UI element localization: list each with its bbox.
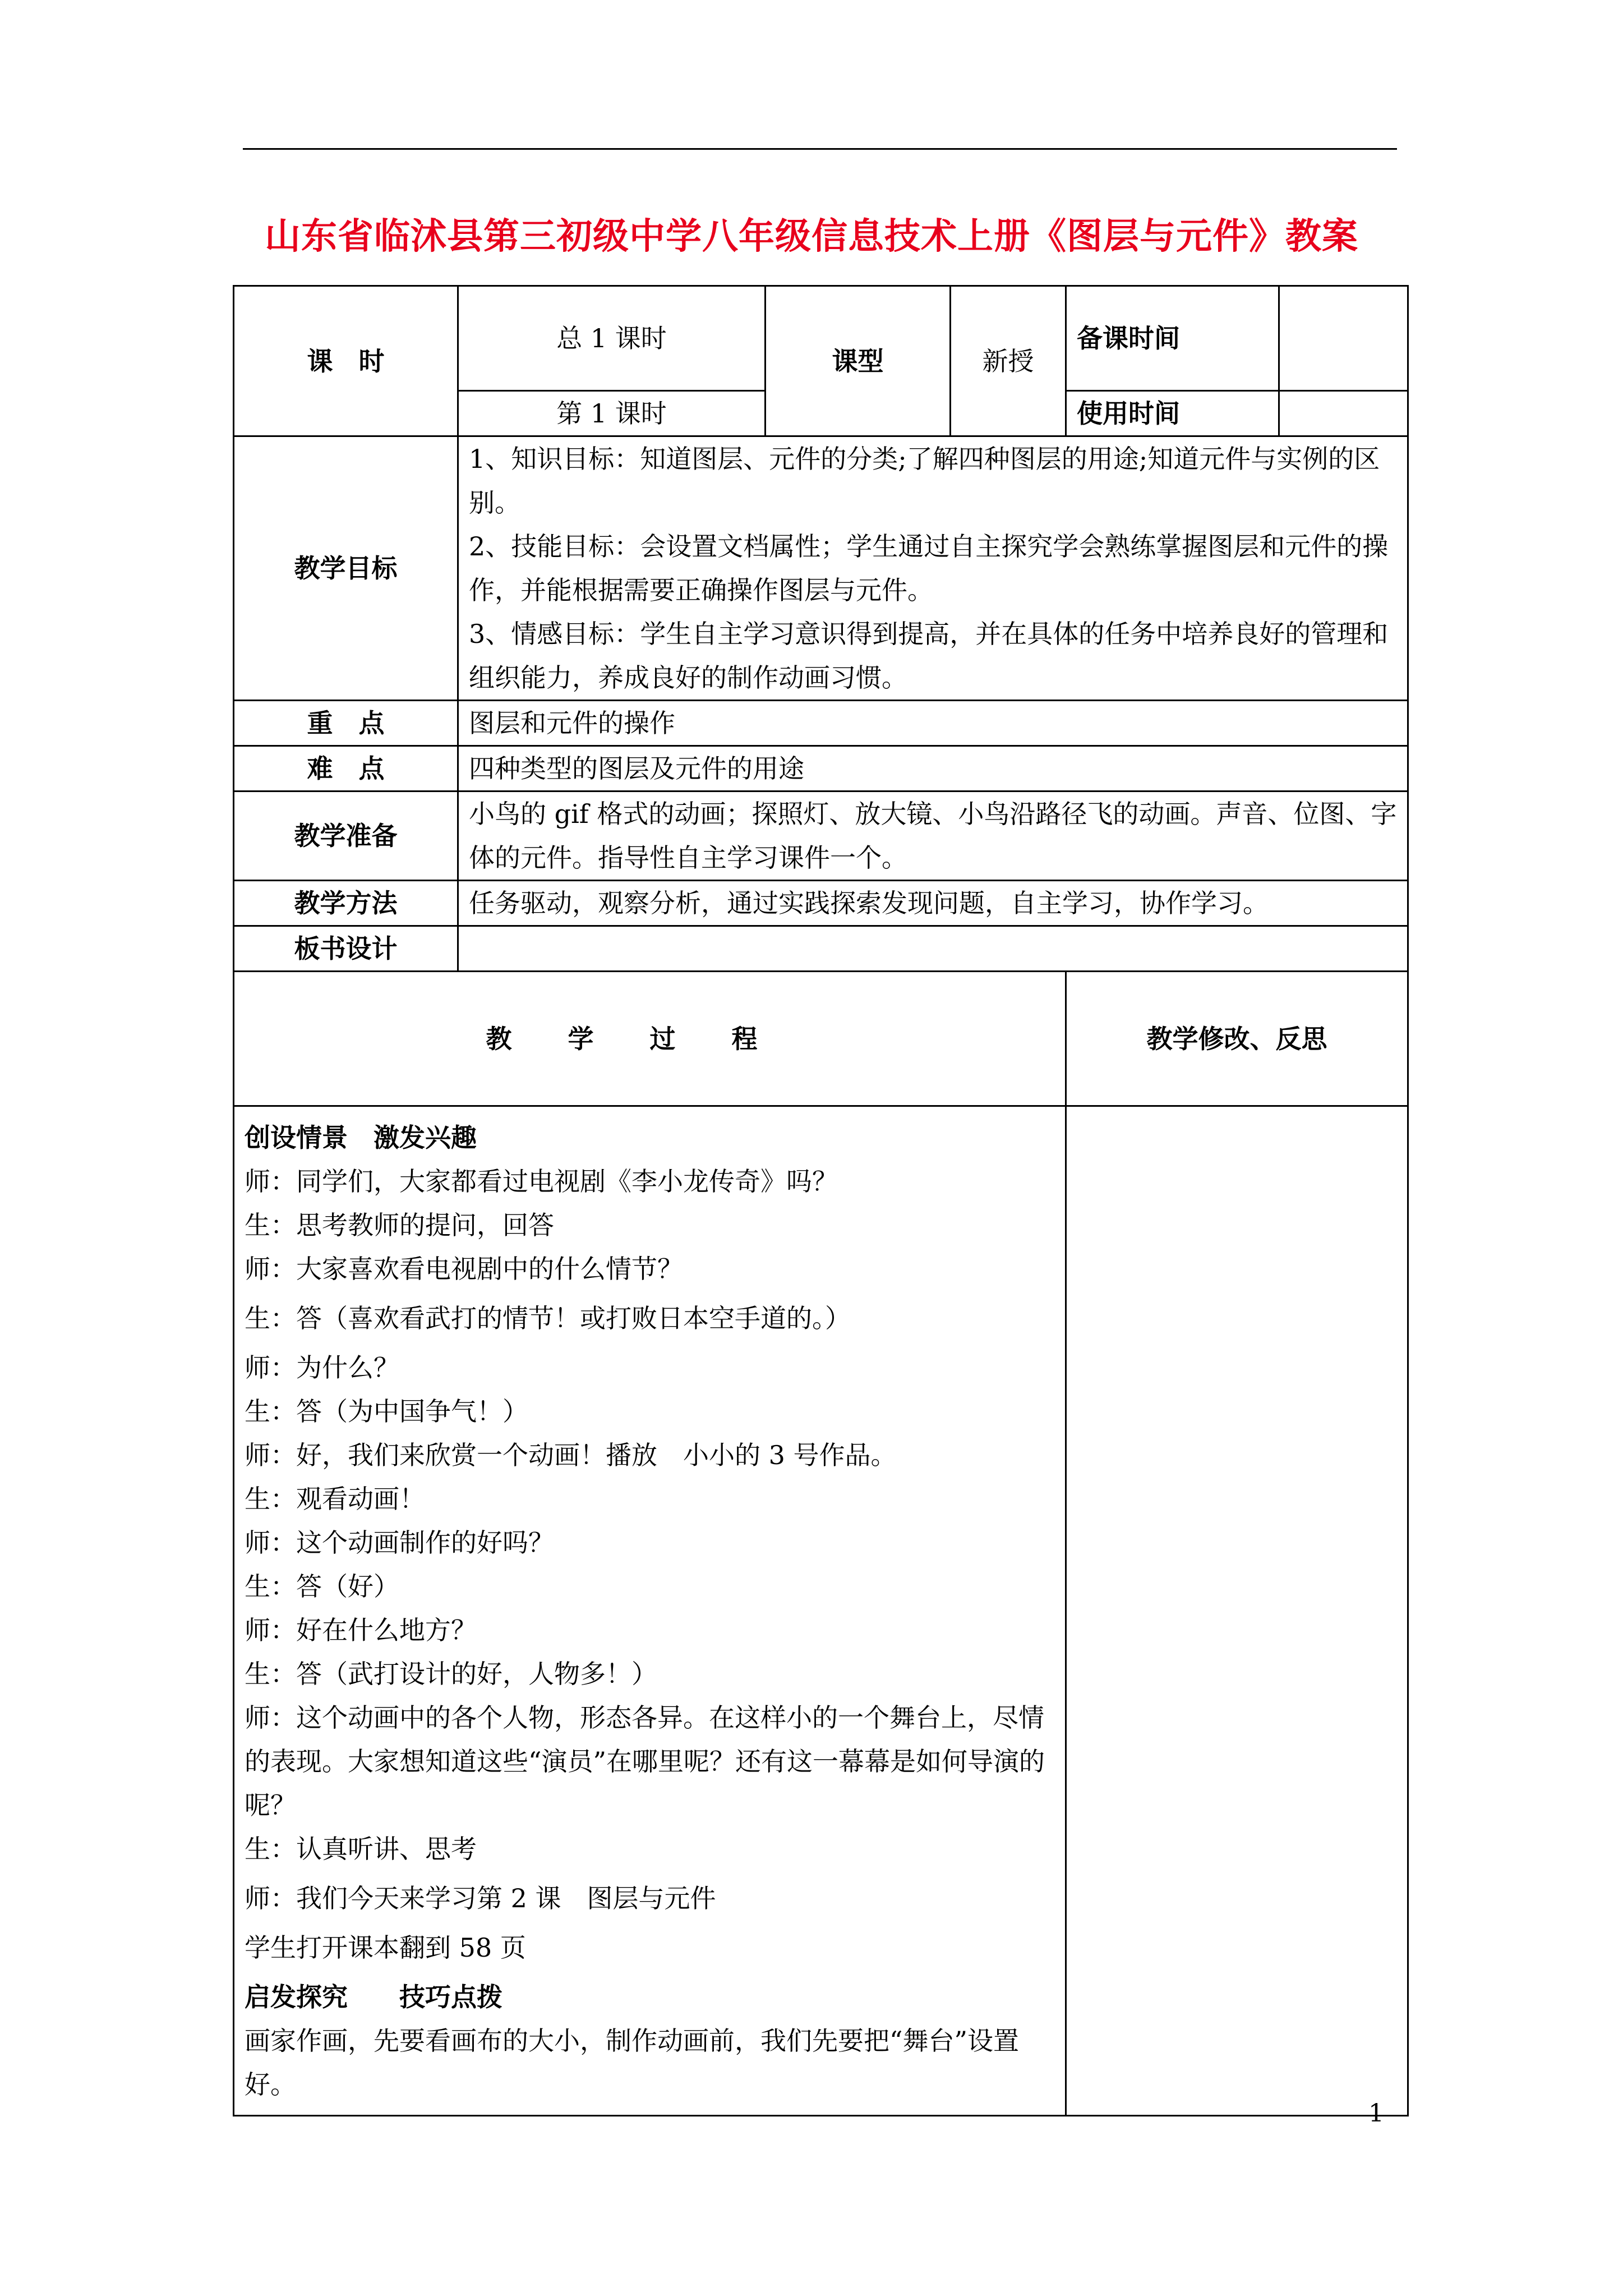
use-time-value <box>1279 391 1408 436</box>
key-point-value: 图层和元件的操作 <box>458 701 1408 746</box>
board-value <box>458 926 1408 972</box>
preparation-value: 小鸟的 gif 格式的动画；探照灯、放大镜、小鸟沿路径飞的动画。声音、位图、字体的元件。指导性自主学习课件一个。 <box>458 792 1408 881</box>
dialogue-line: 生：观看动画！ <box>245 1483 425 1514</box>
dialogue-line: 师：同学们，大家都看过电视剧《李小龙传奇》吗？ <box>245 1166 838 1197</box>
dialogue-line: 师：好，我们来欣赏一个动画！播放 小小的 3 号作品。 <box>245 1439 897 1470</box>
difficulty-value: 四种类型的图层及元件的用途 <box>458 746 1408 792</box>
objective-skill: 2、技能目标：会设置文档属性；学生通过自主探究学会熟练掌握图层和元件的操作，并能根据需要正确操作图层与元件。 <box>469 531 1389 605</box>
dialogue-line: 学生打开课本翻到 58 页 <box>245 1932 526 1963</box>
ketype-label: 课型 <box>766 286 951 436</box>
dialogue-line: 生：认真听讲、思考 <box>245 1833 477 1864</box>
dialogue-line: 师：这个动画中的各个人物，形态各异。在这样小的一个舞台上，尽情的表现。大家想知道这些“演员”在哪里呢？还有这一幕幕是如何导演的呢？ <box>245 1702 1045 1820</box>
closing-paragraph: 画家作画，先要看画布的大小，制作动画前，我们先要把“舞台”设置好。 <box>245 2025 1020 2100</box>
dialogue-line: 生：答（好） <box>245 1571 399 1602</box>
use-time-label: 使用时间 <box>1066 391 1279 436</box>
document-title: 山东省临沭县第三初级中学八年级信息技术上册《图层与元件》教案 <box>265 215 1358 257</box>
objectives-content <box>458 436 1408 701</box>
difficulty-label: 难 点 <box>234 746 458 792</box>
section-heading: 启发探究 技巧点拨 <box>245 1981 502 2012</box>
dialogue-line: 师：我们今天来学习第 2 课 图层与元件 <box>245 1883 716 1913</box>
page-number: 1 <box>1368 2099 1384 2128</box>
board-label: 板书设计 <box>234 926 458 972</box>
objectives-label: 教学目标 <box>234 436 458 701</box>
dialogue-line: 师：大家喜欢看电视剧中的什么情节？ <box>245 1253 683 1284</box>
process-content <box>234 1106 1066 2116</box>
key-point-label: 重 点 <box>234 701 458 746</box>
revision-content <box>1066 1106 1408 2116</box>
lesson-plan-table <box>233 285 1409 2116</box>
dialogue-line: 生：答（为中国争气！） <box>245 1396 528 1427</box>
prep-time-value <box>1279 286 1408 391</box>
method-value: 任务驱动，观察分析，通过实践探索发现问题，自主学习，协作学习。 <box>458 881 1408 926</box>
dialogue-line: 生：答（喜欢看武打的情节！或打败日本空手道的。） <box>245 1303 851 1333</box>
revision-header: 教学修改、反思 <box>1066 972 1408 1106</box>
dialogue-line: 师：这个动画制作的好吗？ <box>245 1527 554 1558</box>
ketype-value: 新授 <box>951 286 1066 436</box>
objective-knowledge: 1、知识目标：知道图层、元件的分类;了解四种图层的用途;知道元件与实例的区别。 <box>469 444 1380 518</box>
process-header: 教学过程 <box>234 972 1066 1106</box>
dialogue-line: 生：答（武打设计的好，人物多！） <box>245 1658 657 1689</box>
prep-time-label: 备课时间 <box>1066 286 1279 391</box>
period: 第 1 课时 <box>458 391 766 436</box>
dialogue-line: 师：好在什么地方？ <box>245 1614 477 1645</box>
keshi-label: 课 时 <box>234 286 458 436</box>
dialogue-line: 师：为什么？ <box>245 1352 399 1383</box>
objective-emotion: 3、情感目标：学生自主学习意识得到提高，并在具体的任务中培养良好的管理和组织能力，养成良好的制作动画习惯。 <box>469 619 1389 693</box>
header-rule <box>243 148 1397 150</box>
method-label: 教学方法 <box>234 881 458 926</box>
section-heading: 创设情景 激发兴趣 <box>245 1122 477 1153</box>
total-periods: 总 1 课时 <box>458 286 766 391</box>
dialogue-line: 生：思考教师的提问，回答 <box>245 1209 554 1240</box>
preparation-label: 教学准备 <box>234 792 458 881</box>
